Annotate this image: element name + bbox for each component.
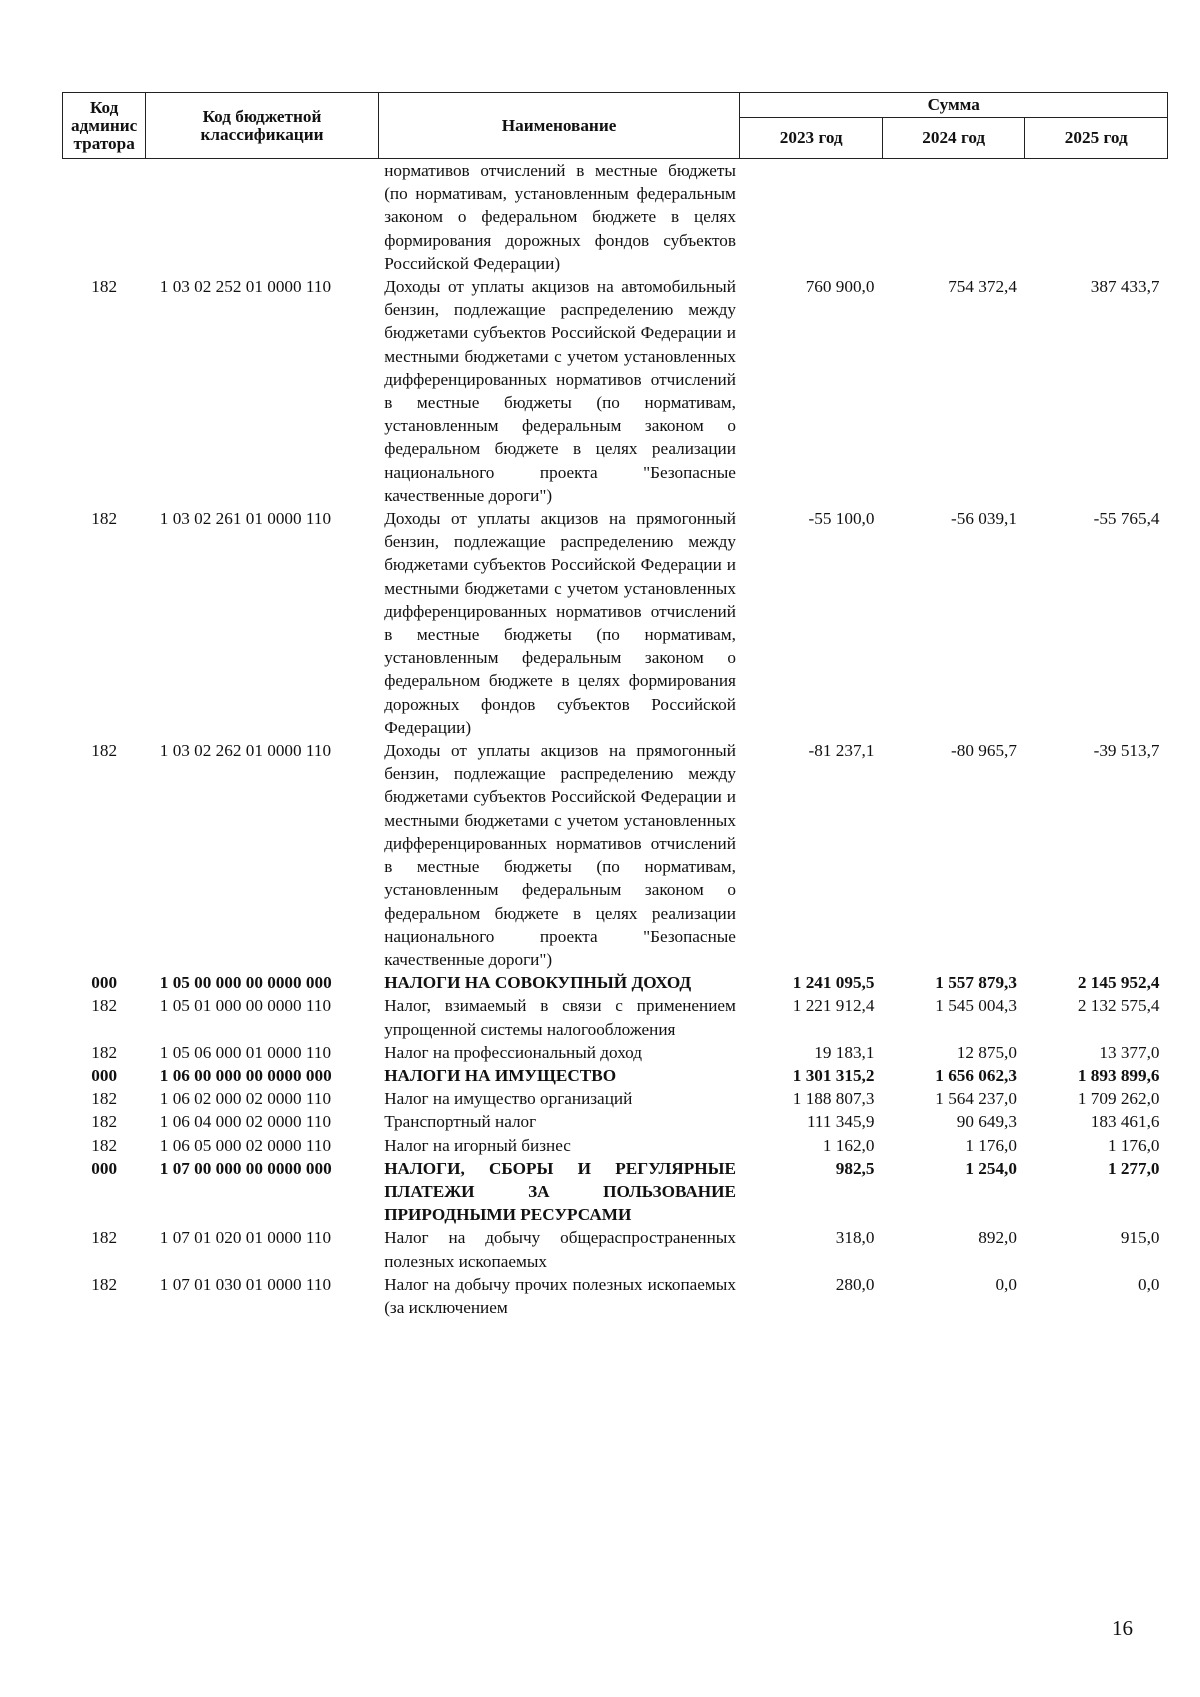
value-2025-cell: -39 513,7 xyxy=(1093,741,1160,761)
value-2025-cell: -55 765,4 xyxy=(1093,509,1160,529)
admin-code-cell: 000 xyxy=(91,973,118,993)
value-2023-cell: 280,0 xyxy=(835,1274,875,1294)
value-2025-cell: 2 132 575,4 xyxy=(1077,996,1160,1016)
value-2025-cell: 915,0 xyxy=(1120,1228,1160,1248)
table-row xyxy=(63,275,1168,507)
bk-code-cell: 1 06 00 000 00 0000 000 xyxy=(159,1065,332,1085)
table-row xyxy=(63,1041,1168,1064)
value-2024-cell: 1 545 004,3 xyxy=(935,996,1017,1016)
value-2025-cell: 387 433,7 xyxy=(1090,277,1160,297)
value-2023-cell: 1 162,0 xyxy=(822,1135,875,1155)
value-2024-cell: 0,0 xyxy=(995,1274,1017,1294)
value-2024-cell: 12 875,0 xyxy=(956,1042,1017,1062)
bk-code-cell: 1 07 01 020 01 0000 110 xyxy=(159,1228,332,1248)
table-row xyxy=(63,1110,1168,1133)
value-2024-cell: 892,0 xyxy=(978,1228,1017,1248)
header-name: Наименование xyxy=(378,93,740,159)
value-2024-cell: 1 557 879,3 xyxy=(935,973,1017,993)
bk-code-cell: 1 06 02 000 02 0000 110 xyxy=(159,1089,332,1109)
name-cell: Налог, взимаемый в связи с применением упрощенной системы налогообложения xyxy=(384,996,736,1039)
table-row xyxy=(63,1157,1168,1227)
bk-code-cell: 1 03 02 262 01 0000 110 xyxy=(159,741,332,761)
table-row xyxy=(63,1087,1168,1110)
header-year-2025: 2025 год xyxy=(1025,118,1168,159)
name-cell: Налог на игорный бизнес xyxy=(384,1135,571,1155)
name-cell: Налог на добычу прочих полезных ископаемых (за исключением xyxy=(384,1274,736,1317)
admin-code-cell: 182 xyxy=(91,1274,118,1294)
value-2024-cell: 1 564 237,0 xyxy=(935,1089,1017,1109)
bk-code-cell xyxy=(146,159,378,276)
header-year-2023: 2023 год xyxy=(740,118,883,159)
header-sum: Сумма xyxy=(740,93,1168,118)
bk-code-cell: 1 06 04 000 02 0000 110 xyxy=(159,1112,332,1132)
table-row xyxy=(63,507,1168,739)
name-cell: Доходы от уплаты акцизов на прямогонный бензин, подлежащие распределению между бюджетами субъектов Российской Федерации и местными бюджетами с учетом установленных дифференцированных нормативов отчислений в местные бюджеты (по нормативам, установленным федеральным законом о федеральном бюджете в целях реализации национального проекта "Безопасные качественные дороги") xyxy=(384,741,736,969)
admin-code-cell: 000 xyxy=(91,1065,118,1085)
header-year-2024: 2024 год xyxy=(882,118,1025,159)
admin-code-cell: 182 xyxy=(91,509,118,529)
table-row xyxy=(63,1134,1168,1157)
value-2025-cell: 0,0 xyxy=(1138,1274,1160,1294)
value-2024-cell: -80 965,7 xyxy=(951,741,1017,761)
table-row xyxy=(63,994,1168,1040)
value-2023-cell: -55 100,0 xyxy=(808,509,875,529)
name-cell: Налог на профессиональный доход xyxy=(384,1042,642,1062)
bk-code-cell: 1 03 02 252 01 0000 110 xyxy=(159,277,332,297)
page-number: 16 xyxy=(1112,1616,1133,1640)
admin-code-cell: 182 xyxy=(91,277,118,297)
admin-code-cell: 000 xyxy=(91,1158,118,1178)
table-row xyxy=(63,1226,1168,1272)
table-row xyxy=(63,739,1168,971)
value-2023-cell: 318,0 xyxy=(835,1228,875,1248)
bk-code-cell: 1 03 02 261 01 0000 110 xyxy=(159,509,332,529)
bk-code-cell: 1 07 00 000 00 0000 000 xyxy=(159,1158,332,1178)
value-2024-cell: 90 649,3 xyxy=(956,1112,1017,1132)
admin-code-cell: 182 xyxy=(91,1135,118,1155)
admin-code-cell: 182 xyxy=(91,741,118,761)
value-2024-cell: 1 176,0 xyxy=(965,1135,1017,1155)
budget-table xyxy=(62,92,1168,1319)
table-row xyxy=(63,1064,1168,1087)
name-cell: Налог на добычу общераспространенных полезных ископаемых xyxy=(384,1228,736,1271)
name-cell: НАЛОГИ НА СОВОКУПНЫЙ ДОХОД xyxy=(384,973,692,993)
table-row xyxy=(63,1273,1168,1319)
name-cell: Доходы от уплаты акцизов на прямогонный бензин, подлежащие распределению между бюджетами субъектов Российской Федерации и местными бюджетами с учетом установленных дифференцированных нормативов отчислений в местные бюджеты (по нормативам, установленным федеральным законом о федеральном бюджете в целях формирования дорожных фондов субъектов Российской Федерации) xyxy=(384,509,736,737)
table-body xyxy=(63,159,1168,1320)
table-header xyxy=(63,93,1168,159)
name-cell: Налог на имущество организаций xyxy=(384,1089,633,1109)
header-bk-code: Код бюджетной классификации xyxy=(146,93,378,159)
admin-code-cell: 182 xyxy=(91,1228,118,1248)
value-2023-cell: 1 241 095,5 xyxy=(792,973,875,993)
value-2023-cell: 982,5 xyxy=(835,1158,875,1178)
value-2025-cell: 13 377,0 xyxy=(1099,1042,1160,1062)
bk-code-cell: 1 05 01 000 00 0000 110 xyxy=(159,996,332,1016)
value-2023-cell: 1 301 315,2 xyxy=(792,1065,875,1085)
value-2023-cell: 111 345,9 xyxy=(806,1112,875,1132)
value-2025-cell: 1 277,0 xyxy=(1107,1158,1160,1178)
table-row xyxy=(63,159,1168,276)
header-admin-code: Код админис тратора xyxy=(63,93,146,159)
value-2023-cell xyxy=(740,159,883,276)
bk-code-cell: 1 06 05 000 02 0000 110 xyxy=(159,1135,332,1155)
value-2024-cell: -56 039,1 xyxy=(951,509,1017,529)
name-cell: НАЛОГИ, СБОРЫ И РЕГУЛЯРНЫЕ ПЛАТЕЖИ ЗА ПОЛЬЗОВАНИЕ ПРИРОДНЫМИ РЕСУРСАМИ xyxy=(384,1158,736,1225)
value-2024-cell: 1 254,0 xyxy=(965,1158,1017,1178)
name-cell: Транспортный налог xyxy=(384,1112,537,1132)
value-2023-cell: 760 900,0 xyxy=(805,277,875,297)
name-cell: НАЛОГИ НА ИМУЩЕСТВО xyxy=(384,1065,617,1085)
value-2023-cell: -81 237,1 xyxy=(808,741,875,761)
bk-code-cell: 1 07 01 030 01 0000 110 xyxy=(159,1274,332,1294)
value-2025-cell: 183 461,6 xyxy=(1090,1112,1160,1132)
bk-code-cell: 1 05 06 000 01 0000 110 xyxy=(159,1042,332,1062)
admin-code-cell: 182 xyxy=(91,1112,118,1132)
admin-code-cell: 182 xyxy=(91,1042,118,1062)
name-cell: Доходы от уплаты акцизов на автомобильный бензин, подлежащие распределению между бюджетами субъектов Российской Федерации и местными бюджетами с учетом установленных дифференцированных нормативов отчислений в местные бюджеты (по нормативам, установленным федеральным законом о федеральном бюджете в целях реализации национального проекта "Безопасные качественные дороги") xyxy=(384,277,736,505)
value-2025-cell: 1 893 899,6 xyxy=(1077,1065,1160,1085)
admin-code-cell: 182 xyxy=(91,1089,118,1109)
value-2024-cell xyxy=(882,159,1025,276)
table-row xyxy=(63,971,1168,994)
admin-code-cell: 182 xyxy=(91,996,118,1016)
bk-code-cell: 1 05 00 000 00 0000 000 xyxy=(159,973,332,993)
value-2025-cell: 1 176,0 xyxy=(1107,1135,1160,1155)
value-2023-cell: 19 183,1 xyxy=(814,1042,875,1062)
value-2023-cell: 1 221 912,4 xyxy=(792,996,875,1016)
value-2025-cell xyxy=(1025,159,1168,276)
value-2025-cell: 1 709 262,0 xyxy=(1077,1089,1160,1109)
value-2024-cell: 1 656 062,3 xyxy=(935,1065,1017,1085)
name-cell: нормативов отчислений в местные бюджеты (по нормативам, установленным федеральным законом о федеральном бюджете в целях формирования дорожных фондов субъектов Российской Федерации) xyxy=(384,161,736,273)
value-2024-cell: 754 372,4 xyxy=(948,277,1017,297)
value-2023-cell: 1 188 807,3 xyxy=(792,1089,875,1109)
value-2025-cell: 2 145 952,4 xyxy=(1077,973,1160,993)
admin-code-cell xyxy=(63,159,146,276)
